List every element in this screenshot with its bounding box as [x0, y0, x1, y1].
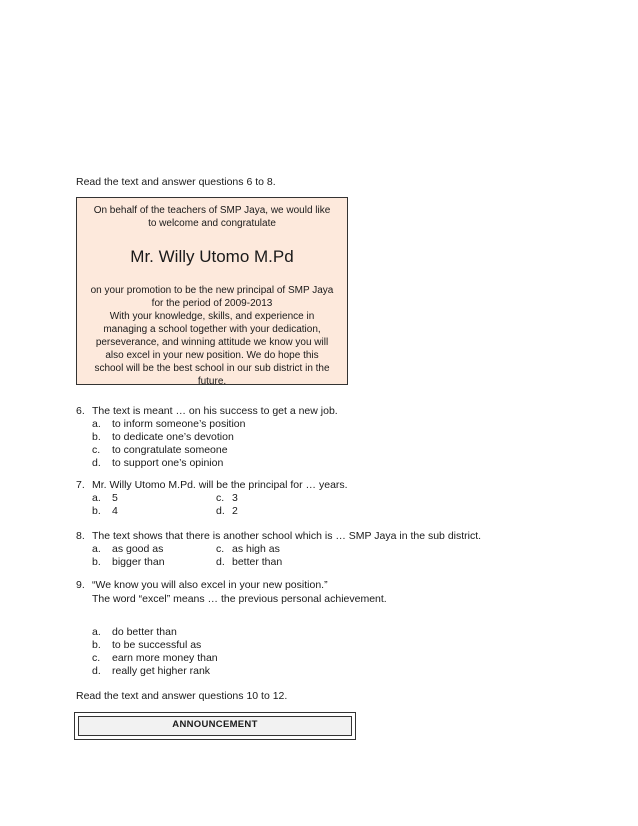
question-6	[76, 405, 616, 471]
question-text: The word “excel” means … the previous personal achievement.	[92, 593, 387, 605]
option-text: to congratulate someone	[112, 444, 228, 456]
option-text: as high as	[232, 543, 280, 555]
option-text: really get higher rank	[112, 665, 211, 677]
option-letter: c.	[92, 652, 101, 664]
option-letter: a.	[92, 626, 101, 638]
option-letter: a.	[92, 492, 101, 504]
option-letter: d.	[92, 665, 101, 677]
option-letter: c.	[216, 492, 225, 504]
card-body	[77, 284, 347, 388]
option-letter: a.	[92, 418, 101, 430]
option-text: to support one’s opinion	[112, 457, 224, 469]
question-quote: “We know you will also excel in your new position.”	[92, 579, 328, 591]
question-7	[76, 479, 616, 519]
option-letter: c.	[92, 444, 101, 456]
question-text: The text is meant … on his success to get a new job.	[92, 405, 338, 417]
card-recipient-name: Mr. Willy Utomo M.Pd	[130, 247, 294, 266]
question-8	[76, 530, 616, 570]
card-body-line: With your knowledge, skills, and experience in	[109, 311, 315, 322]
question-number: 8.	[76, 530, 85, 542]
question-number: 6.	[76, 405, 85, 417]
option-letter: b.	[92, 639, 101, 651]
option-letter: d.	[216, 505, 225, 517]
option-letter: b.	[92, 505, 101, 517]
option-text: to be successful as	[112, 639, 202, 651]
card-body-line: on your promotion to be the new principal of SMP Jaya	[90, 285, 334, 296]
instruction-questions-6-8: Read the text and answer questions 6 to 8.	[76, 176, 276, 188]
question-text: The text shows that there is another school which is … SMP Jaya in the sub district.	[92, 530, 482, 542]
card-intro-line: to welcome and congratulate	[148, 218, 276, 229]
option-letter: b.	[92, 556, 101, 568]
announcement-box	[74, 712, 356, 740]
option-letter: a.	[92, 543, 101, 555]
option-text: 2	[232, 505, 238, 517]
option-text: earn more money than	[112, 652, 218, 664]
question-9	[76, 579, 616, 679]
announcement-header	[78, 716, 352, 736]
option-text: to inform someone’s position	[112, 418, 246, 430]
announcement-title: ANNOUNCEMENT	[172, 719, 258, 730]
option-text: as good as	[112, 543, 164, 555]
option-text: 5	[112, 492, 118, 504]
card-body-line: managing a school together with your dedication,	[103, 324, 321, 335]
option-text: better than	[232, 556, 283, 568]
card-intro-line: On behalf of the teachers of SMP Jaya, we would like	[93, 205, 331, 216]
option-text: 4	[112, 505, 118, 517]
instruction-questions-10-12: Read the text and answer questions 10 to 12.	[76, 690, 288, 702]
option-text: 3	[232, 492, 238, 504]
card-body-line: future.	[197, 376, 227, 387]
option-letter: d.	[216, 556, 225, 568]
option-text: bigger than	[112, 556, 165, 568]
option-text: to dedicate one’s devotion	[112, 431, 234, 443]
option-letter: c.	[216, 543, 225, 555]
card-body-line: perseverance, and winning attitude we know you will	[95, 337, 329, 348]
card-body-line: school will be the best school in our sub district in the	[94, 363, 330, 374]
congratulation-card	[76, 197, 348, 385]
option-letter: d.	[92, 457, 101, 469]
option-letter: b.	[92, 431, 101, 443]
question-number: 7.	[76, 479, 85, 491]
question-text: Mr. Willy Utomo M.Pd. will be the principal for … years.	[92, 479, 348, 491]
card-body-line: for the period of 2009-2013	[151, 298, 273, 309]
option-text: do better than	[112, 626, 177, 638]
card-body-line: also excel in your new position. We do hope this	[105, 350, 319, 361]
question-number: 9.	[76, 579, 85, 591]
card-intro	[77, 204, 347, 230]
